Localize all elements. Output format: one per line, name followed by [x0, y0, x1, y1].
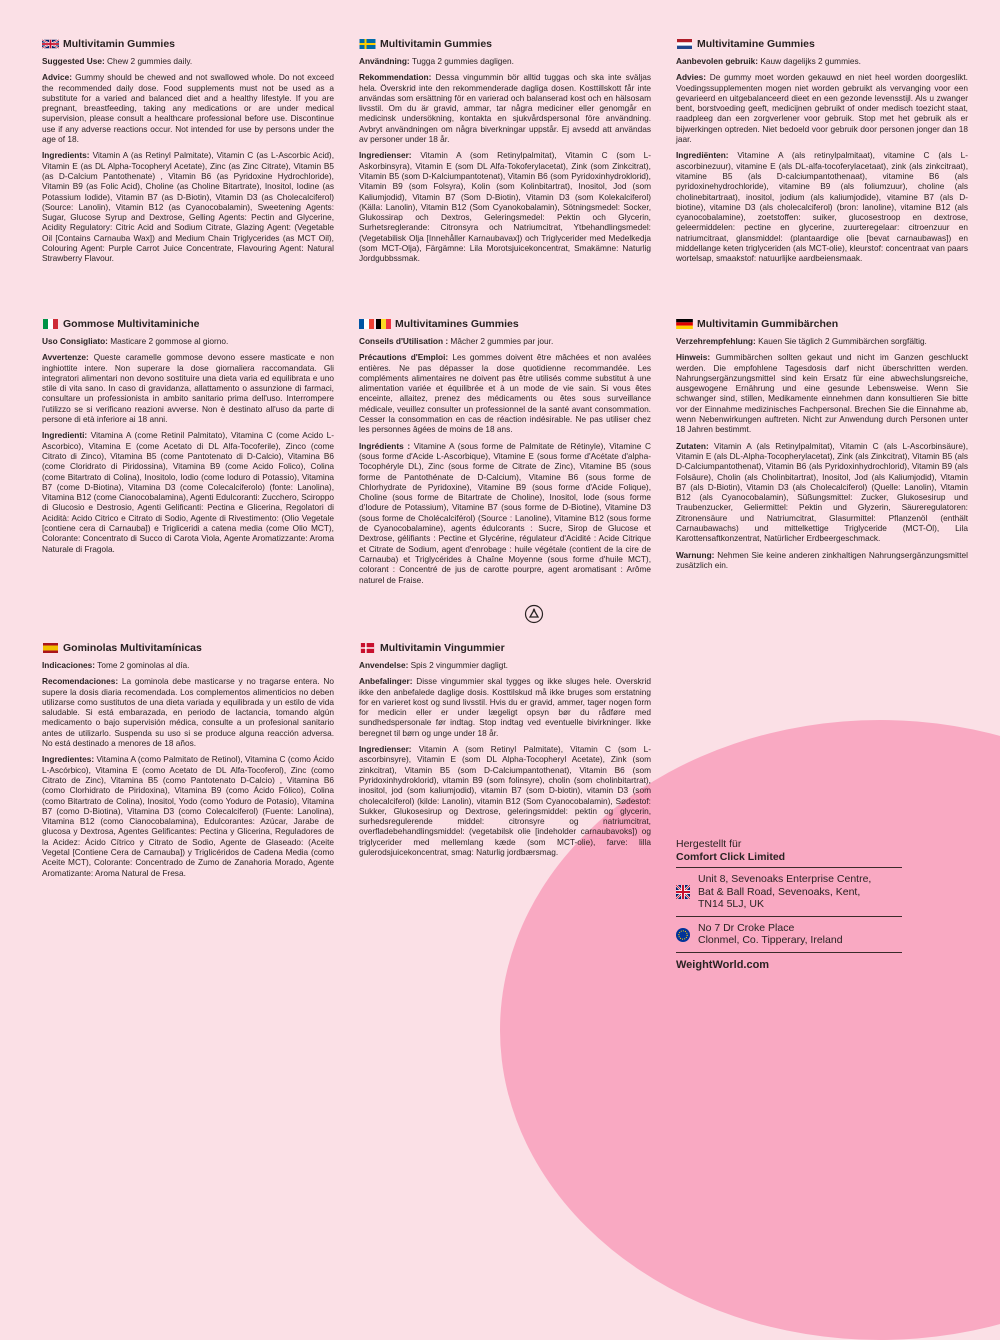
section-da [359, 642, 651, 863]
uk-flag-icon [676, 885, 690, 899]
section-title: Gominolas Multivitamínicas [42, 642, 334, 654]
section-title: Multivitamin Vingummier [359, 642, 651, 654]
advice: Advice: Gummy should be chewed and not swallowed whole. Do not exceed the recommended daily dose. Food supplements must not be used as a substitute for a varied and balanced diet and a healthy lifestyle. If you are pregnant, breastfeeding, taking any medications or are under medical supervision, please consult a healthcare professional before use. Discontinue use if any adverse reactions occur. Not intended for use by persons under the age of 18. [42, 72, 334, 145]
suggested-use: Uso Consigliato: Masticare 2 gommose al giorno. [42, 336, 229, 346]
section-title: Multivitamin Gummibärchen [676, 318, 968, 330]
warning: Warnung: Nehmen Sie keine anderen zinkhaltigen Nahrungsergänzungsmittel zusätzlich ein. [676, 549, 968, 570]
address-line: Clonmel, Co. Tipperary, Ireland [698, 934, 843, 946]
ingredients: Ingredients: Vitamin A (as Retinyl Palmitate), Vitamin C (as L-Ascorbic Acid), Vitamin E (as DL Alpha-Tocopheryl Acetate), Zinc (as Zinc Citrate), Vitamin B5 (as D-Calcium Pantothenate) , Vitamin B6 (as Pyridoxine Hydrochloride), Vitamin B9 (as Folic Acid), Choline (as Choline Bitartrate), Inositol, Iodine (as Potassium Iodide), Vitamin B7 (as D-Biotin), Vitamin D3 (as Cholecalciferol) (Source: Lanolin), Vitamin B12 (as Cyanocobalamin), Sweetening Agents: Sugar, Glucose Syrup and Dextrose, Gelling Agents: Pectin and Glycerine, Acidity Regulatory: Citric Acid and Sodium Citrate, Glazing Agent: (Vegetable Oil [Contains Carnauba Wax]) and Medium Chain Triglycerides (as MCT Oil), Colouring Agent: Purple Carrot Juice Concentrate, Flavouring Agent: Natural Strawberry Flavour. [42, 150, 334, 264]
uk-flag-icon [42, 39, 59, 49]
address-line: TN14 5LJ, UK [698, 898, 764, 910]
germany-flag-icon [676, 319, 693, 329]
netherlands-flag-icon [676, 39, 693, 49]
address-line: Unit 8, Sevenoaks Enterprise Centre, [698, 873, 872, 885]
suggested-use: Suggested Use: Chew 2 gummies daily. [42, 56, 193, 66]
manufactured-for-label: Hergestellt für [676, 838, 742, 850]
eu-flag-icon [676, 928, 690, 942]
ingredients: Ingrédients : Vitamine A (sous forme de Palmitate de Rétinyle), Vitamine C (sous forme d'Acide L-Ascorbique), Vitamine E (sous forme d'Acétate d'alpha-Tocophéryle DL), Zinc (sous forme de Citrate de Zinc), Vitamine B5 (sous forme de Pantothénate de D-Calcium), Vitamine B6 (sous forme de Chlorhydrate de Pyridoxine), Vitamine B9 (sous forme d'Acide Folique), Choline (sous forme de Bitartrate de Choline), Inositol, Iode (sous forme d'Iodure de Potassium), Vitamine B7 (sous forme de D-Biotine), Vitamine D3 (sous forme de Cholécalciférol) (Source : Lanoline), Vitamine B12 (sous forme de Cyanocobalamine), agents édulcorants : Sucre, Sirop de Glucose et Dextrose, gélifiants : Pectine et Glycérine, régulateur d'Acidité : Acide Citrique et Citrate de Sodium, agent d'enrobage : huile végétale (contient de la cire de Carnauba) et Triglycérides à Chaîne Moyenne (sous forme d'huile MCT), colorant : Concentré de jus de carotte pourpre, agent aromatisant : Arôme naturel de Fraise. [359, 440, 651, 585]
manufacturer-name: Comfort Click Limited [676, 850, 786, 863]
ingredients: Ingredientes: Vitamina A (como Palmitato de Retinol), Vitamina C (como Ácido L-Ascórbico), Vitamina E (como Acetato de DL Alfa-Tocoferol), Zinc (como Citrato de Zinc), Vitamina B5 (como Pantotenato D-Calcio) , Vitamina B6 (como Clorhidrato de Piridoxina), Vitamina B9 (como Ácido Fólico), Colina (como Bitartrato de Colina), Inositol, Yodo (como Yoduro de Potasio), Vitamina B7 (como D-Biotina), Vitamina D3 (como Colecalciferol) (Fuente: Lanolina), Vitamina B12 (como Cianocobalamina), Edulcorantes: Azúcar, Jarabe de glucosa y Dextrosa, Agentes Gelificantes: Pectina y Glicerina, Reguladores de la Acidez: Ácido Cítrico y Citrato de Sodio, Agente de Glaseado: (Aceite Vegetal [Contiene Cera de Carnauba]) y Triglicéridos de Cadena Media (como Aceite MCT), Colorante: Concentrado de Zumo de Zanahoria Morado, Agente Aromatizante: Aroma Natural de Fresa. [42, 754, 334, 878]
section-title: Multivitamines Gummies [359, 318, 651, 330]
section-fr [359, 318, 651, 591]
spain-flag-icon [42, 643, 59, 653]
section-nl [676, 38, 968, 270]
website-link[interactable]: WeightWorld.com [676, 958, 770, 971]
section-de [676, 318, 968, 576]
ingredients: Ingredienser: Vitamin A (som Retinyl Palmitate), Vitamin C (som L-ascorbinsyre), Vitamin E (som DL Alpha-Tocopheryl Acetate), Zink (som zinkcitrat), Vitamin B5 (som D-Calciumpantothenat), Vitamin B6 (som Pyridoxinhydroklorid), vitamin B9 (som folinsyre), cholin (som cholinbitartrat), inositol, jod (som kaliumjodid), vitamin B7 (som D-biotin), vitamin D3 (som cholecalciferol) (kilde: Lanolin), vitamin B12 (Som Cyanocobalamin), Sødestof: Sukker, Glukosesirup og Dextrose, geleringsmiddel: pektin og glycerin, surhedsregulerende middel: citronsyre og natriumcitrat, overfladebehandlingsmiddel: (vegetabilsk olie [indeholder carnaubavoks]) og triglycerider med mellemlang kæde (som MCT-olie), farve: lilla gulerodsjuicekoncentrat, smag: Naturlig jordbærsmag. [359, 744, 651, 858]
recycling-symbol-icon [524, 604, 544, 624]
consumption-recommendation: Verzehrempfehlung: Kauen Sie täglich 2 Gummibärchen sorgfältig. [676, 336, 927, 346]
section-it [42, 318, 334, 560]
manufacturer-info [676, 838, 902, 971]
sweden-flag-icon [359, 39, 376, 49]
recommendations: Recomendaciones: La gominola debe masticarse y no tragarse entera. No supere la dosis diaria recomendada. Los complementos alimenticios no deben utilizarse como sustitutos de una dieta variada y equilibrada y un estilo de vida saludable. Si está embarazada, en periodo de lactancia, tomando algún medicamento o bajo supervisión médica, consulte a un profesional sanitario antes de utilizarlo. Suspenda su uso si se produce alguna reacción adversa. No está destinado a menores de 18 años. [42, 676, 334, 749]
recommendation: Rekommendation: Dessa vingummin bör alltid tuggas och ska inte sväljas hela. Överskrid inte den rekommenderade dagliga dosen. Kosttillskott får inte användas som ersättning för en varierad och balanserad kost och en hälsosam livsstil. Om du är gravid, ammar, tar några mediciner eller genomgår en medicinsk undersökning, kontakta en sjukvårdspersonal före användning. Avbryt användningen om några biverkningar uppstår. Ej avsedd att användas av personer under 18 år. [359, 72, 651, 145]
note: Hinweis: Gummibärchen sollten gekaut und nicht im Ganzen geschluckt werden. Die empfohlene Tagesdosis darf nicht überschritten werden. Nahrungsergänzungsmittel sind kein Ersatz für eine abwechslungsreiche, ausgewogene Ernährung und eine gesunde Lebensweise. Wenn Sie schwanger sind, stillen, Medikamente einnehmen dann konsultieren Sie bitte vor der Einnahme medizinisches Fachpersonal. Brechen Sie die Einnahme ab, wenn Nebenwirkungen auftreten. Nicht zur Anwendung durch Personen unter 18 Jahren bestimmt. [676, 352, 968, 435]
recommendations: Anbefalinger: Disse vingummier skal tygges og ikke sluges hele. Overskrid ikke den anbefalede daglige dosis. Kosttilskud må ikke bruges som erstatning for en varieret kost og sund livsstil. Hvis du er gravid, ammer, tager nogen form for medicin eller er under lægeligt opsyn bør du rådføre med sundhedspersonale før indtag. Stop indtag ved eventuelle bivirkninger. Ikke beregnet til børn og unge under 18 år. [359, 676, 651, 738]
section-en [42, 38, 334, 270]
ingredients: Ingredienti: Vitamina A (come Retinil Palmitato), Vitamina C (come Acido L-Ascorbico), Vitamina E (come Acetato di DL Alfa-Tocoferile), Zinco (come Citrato di Zinco), Vitamina B5 (come Pantotenato di D-Calcio), Vitamina B6 (come Cloridrato di Piridossina), Vitamina B9 (come Acido Folico), Colina (come Bitartrato di Colina), Inositolo, Iodio (come Ioduro di Potassio), Vitamina B7 (come D-Biotina), Vitamina D3 (come Colecalciferolo) (fonte: Lanolina), Vitamina B12 (come Cianocobalamina), Agenti Edulcoranti: Zucchero, Sciroppo di Glucosio e Destrosio, Agenti Gelificanti: Pectina e Glicerina, Regolatori di Acidità: Acido Citrico e Citrato di Sodio, Agente di Rivestimento: (Olio Vegetale [contiene cera di Carnauba]) e Trigliceridi a catena media (come Olio MCT), Colorante: Concentrato di Succo di Carota Viola, Agente Aromatizzante: Aroma Naturale di Fragola. [42, 430, 334, 554]
warnings: Avvertenze: Queste caramelle gommose devono essere masticate e non inghiottite intere. Non superare la dose giornaliera raccomandata. Gli integratori alimentari non devono sostituire una dieta varia ed equilibrata e uno stile di vita sano. In caso di gravidanza, allattamento o assunzione di farmaci, consultare un professionista in ambito sanitario prima dell'uso. Interrompere l'utilizzo se si verificano reazioni avverse. Non è destinato all'uso da parte di persone di età inferiore ai 18 anni. [42, 352, 334, 425]
recommended-use: Aanbevolen gebruik: Kauw dagelijks 2 gummies. [676, 56, 861, 66]
section-title: Multivitamin Gummies [359, 38, 651, 50]
section-es [42, 642, 334, 884]
precautions: Précautions d'Emploi: Les gommes doivent être mâchées et non avalées entières. Ne pas dépasser la dose quotidienne recommandée. Les compléments alimentaires ne doivent pas être utilisés comme substitut à une alimentation variée et équilibrée et à un mode de vie sain. Si vous êtes enceinte, allaitez, prenez des médicaments ou êtes sous surveillance médicale, veuillez consulter un professionnel de la santé avant consommation. Cesser la consommation en cas de réaction indésirable. Ne pas utiliser chez les personnes âgées de moins de 18 ans. [359, 352, 651, 435]
section-title: Gommose Multivitaminiche [42, 318, 334, 330]
italy-flag-icon [42, 319, 59, 329]
ingredients: Zutaten: Vitamin A (als Retinylpalmitat), Vitamin C (als L-Ascorbinsäure), Vitamin E (als DL-Alpha-Tocopherylacetat), Zink (als Zinkcitrat), Vitamin B5 (als D-Calciumpantothenat), Vitamin B6 (als Pyridoxinhydrochlorid), Vitamin B9 (als Folsäure), Cholin (als Cholinbitartrat), Inositol, Jod (als Kaliumjodid), Vitamin B7 (als D-Biotin), Vitamin D3 (als Cholecalciferol) (Quelle: Lanolin), Vitamin B12 (als Cyanocobalamin), Süßungsmittel: Zucker, Glukosesirup und Traubenzucker, Geliermittel: Pektin und Glyzerin, Säureregulatoren: Zitronensäure und Natriumcitrat, Glasurmittel: Pflanzenöl (enthält Carnaubawachs) und mittelkettige Triglyceride (MCT-Öl), Lila Karottensaftkonzentrat, Natürlicher Erdbeergeschmack. [676, 440, 968, 544]
directions: Indicaciones: Tome 2 gominolas al día. [42, 660, 190, 670]
eu-address [676, 916, 902, 953]
address-line: Bat & Ball Road, Sevenoaks, Kent, [698, 885, 861, 898]
denmark-flag-icon [359, 643, 376, 653]
usage: Anvendelse: Spis 2 vingummier dagligt. [359, 660, 508, 670]
usage: Användning: Tugga 2 gummies dagligen. [359, 56, 514, 66]
section-title: Multivitamine Gummies [676, 38, 968, 50]
ingredients: Ingredienser: Vitamin A (som Retinylpalmitat), Vitamin C (som L-Askorbinsyra), Vitamin E (som DL Alfa-Tokoferylacetat), Zink (som Zinkcitrat), Vitamin B5 (som D-Kalciumpantotenat), Vitamin B6 (som Pyridoxinhydroklorid), Vitamin B9 (som Folsyra), Kolin (som Kolinbitartrat), Inositol, Jod (som Kaliumjodid), Vitamin B7 (Som D-Biotin), Vitamin D3 (som Kolekalciferol) (Källa: Lanolin), Vitamin B12 (Som Cyanokobalamin), Sötningsmedel: Socker, Glukossirap och Dextros, Geleringsmedel: Pektin och Glycerin, Surhetsreglerande: Citronsyra och Natriumcitrat, Ytbehandlingsmedel: (Vegetabilisk Olja [Innehåller Karnaubavax]) och Triglycerider med Medelkedja (som MCT-Olja), Färgämne: Lila Morotsjuicekoncentrat, Smakämne: Naturlig Jordgubbssmak. [359, 150, 651, 264]
advice: Advies: De gummy moet worden gekauwd en niet heel worden doorgeslikt. Voedingssupplementen mogen niet worden gebruikt als vervanging voor een gevarieerd en uitgebalanceerd dieet en een gezonde levensstijl. Als u zwanger bent, borstvoeding geeft, medicijnen gebruikt of onder medisch toezicht staat, raadpleeg dan een zorgverlener voor gebruik. Stop met het gebruik als er bijwerkingen optreden. Niet bedoeld voor gebruik door personen jonger dan 18 jaar. [676, 72, 968, 145]
address-line: No 7 Dr Croke Place [698, 921, 795, 934]
section-sv [359, 38, 651, 270]
ingredients: Ingrediënten: Vitamine A (als retinylpalmitaat), vitamine C (als L-ascorbinezuur), vitamine E (als DL-alfa-tocoferylacetaat), zink (als zinkcitraat), vitamine B5 (als D-calciumpantothenaat), vitamine B6 (als pyridoxinehydrochloride), vitamine B9 (als foliumzuur), choline (als cholinebitartraat), inositol, jodium (als kaliumjodide), vitamine B7 (als D-biotine), vitamine D3 (als cholecalciferol) (bron: lanoline), vitamine B12 (als cyanocobalamine), zoetstoffen: suiker, glucosestroop en dextrose, geleermiddelen: pectine en glycerine, zuurteregelaar: citroenzuur en natriumcitraat, glansmiddel: (plantaardige olie [bevat carnaubawas]) en middellange keten triglyceriden (als MCT-olie), kleurstof: concentraat van paars wortelsap, smaakstof: natuurlijke aardbeiensmaak. [676, 150, 968, 264]
usage-advice: Conseils d'Utilisation : Mâcher 2 gummies par jour. [359, 336, 554, 346]
france-belgium-flags-icon [359, 319, 391, 329]
uk-address [676, 867, 902, 916]
section-title: Multivitamin Gummies [42, 38, 334, 50]
